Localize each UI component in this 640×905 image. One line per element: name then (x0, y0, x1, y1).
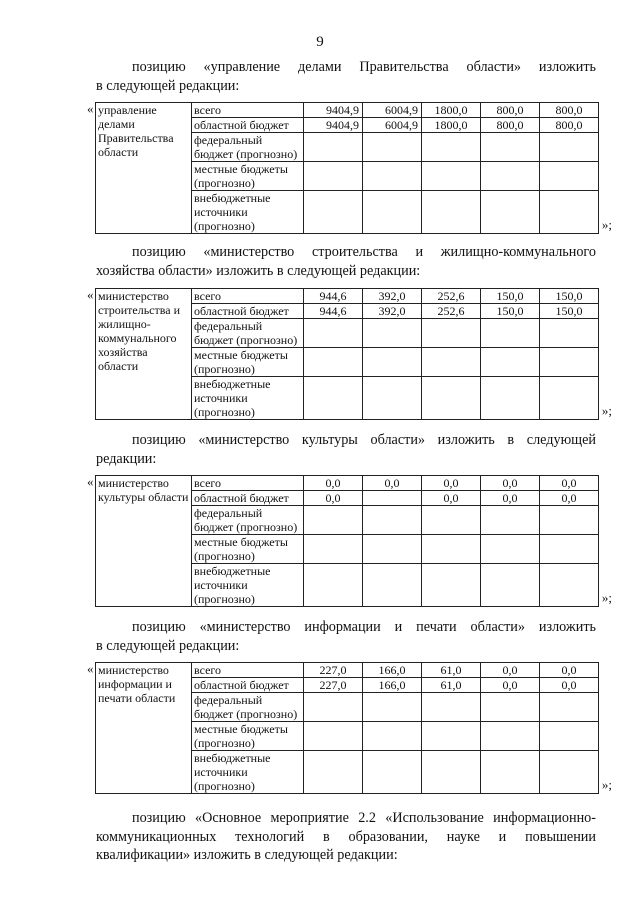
value-cell: 0,0 (304, 491, 363, 506)
table-block (87, 288, 612, 418)
value-cell: 150,0 (540, 289, 599, 304)
value-cell: 0,0 (540, 663, 599, 678)
value-cell: 0,0 (481, 491, 540, 506)
value-cell: 0,0 (481, 663, 540, 678)
quote-open: « (87, 101, 94, 116)
value-cell: 150,0 (481, 289, 540, 304)
quote-open: « (87, 661, 94, 676)
value-cell: 9404,9 (304, 103, 363, 118)
value-cell: 0,0 (540, 678, 599, 693)
paragraph-rest: в следующей редакции: (96, 637, 240, 654)
quote-open: « (87, 287, 94, 302)
quote-open: « (87, 474, 94, 489)
table-block (87, 662, 612, 792)
source-label: местные бюджеты (прогнозно) (192, 348, 304, 377)
value-cell: 800,0 (540, 118, 599, 133)
paragraph-first-line: позицию «министерство культуры области» изложить в следующей (132, 432, 596, 448)
source-label: внебюджетные источники (прогнозно) (192, 191, 304, 234)
value-cell: 1800,0 (422, 118, 481, 133)
source-label: местные бюджеты (прогнозно) (192, 535, 304, 564)
paragraph-first-line: позицию «Основное мероприятие 2.2 «Использование информационно- (132, 810, 596, 826)
value-cell: 252,6 (422, 304, 481, 319)
value-cell (363, 491, 422, 506)
value-cell: 392,0 (363, 304, 422, 319)
value-cell: 150,0 (481, 304, 540, 319)
source-label: внебюджетные источники (прогнозно) (192, 751, 304, 794)
value-cell: 944,6 (304, 289, 363, 304)
page-number: 9 (316, 34, 324, 50)
budget-table (95, 662, 599, 794)
paragraph (96, 809, 596, 865)
source-label: федеральный бюджет (прогнозно) (192, 693, 304, 722)
paragraph (96, 618, 596, 655)
budget-table (95, 288, 599, 420)
value-cell: 1800,0 (422, 103, 481, 118)
source-label: всего (192, 289, 304, 304)
value-cell: 0,0 (363, 476, 422, 491)
source-label: всего (192, 103, 304, 118)
source-label: областной бюджет (192, 118, 304, 133)
value-cell: 9404,9 (304, 118, 363, 133)
table-block (87, 102, 612, 232)
source-label: федеральный бюджет (прогнозно) (192, 506, 304, 535)
source-label: федеральный бюджет (прогнозно) (192, 319, 304, 348)
paragraph-rest: в следующей редакции: (96, 77, 240, 94)
source-label: внебюджетные источники (прогнозно) (192, 564, 304, 607)
paragraph-rest: хозяйства области» изложить в следующей редакции: (96, 262, 421, 279)
value-cell: 227,0 (304, 678, 363, 693)
value-cell: 944,6 (304, 304, 363, 319)
table-block (87, 475, 612, 605)
executor-name: министерство культуры области (96, 476, 192, 607)
value-cell: 166,0 (363, 678, 422, 693)
value-cell: 0,0 (481, 476, 540, 491)
value-cell: 0,0 (540, 491, 599, 506)
value-cell: 800,0 (481, 118, 540, 133)
value-cell: 0,0 (422, 491, 481, 506)
value-cell: 61,0 (422, 678, 481, 693)
quote-close: »; (601, 590, 612, 605)
value-cell: 0,0 (422, 476, 481, 491)
source-label: областной бюджет (192, 678, 304, 693)
value-cell: 61,0 (422, 663, 481, 678)
value-cell: 6004,9 (363, 103, 422, 118)
value-cell: 6004,9 (363, 118, 422, 133)
paragraph-first-line: позицию «управление делами Правительства области» изложить (132, 59, 596, 75)
executor-name: министерство информации и печати области (96, 663, 192, 794)
paragraph (96, 58, 596, 95)
value-cell: 392,0 (363, 289, 422, 304)
paragraph (96, 243, 596, 280)
source-label: всего (192, 663, 304, 678)
source-label: внебюджетные источники (прогнозно) (192, 377, 304, 420)
paragraph (96, 431, 596, 468)
quote-close: »; (601, 217, 612, 232)
quote-close: »; (601, 777, 612, 792)
table-row (96, 289, 599, 304)
value-cell: 166,0 (363, 663, 422, 678)
executor-name: управление делами Правительства области (96, 103, 192, 234)
value-cell: 0,0 (481, 678, 540, 693)
source-label: местные бюджеты (прогнозно) (192, 162, 304, 191)
value-cell: 252,6 (422, 289, 481, 304)
value-cell: 0,0 (540, 476, 599, 491)
paragraph-rest: редакции: (96, 450, 157, 467)
value-cell: 150,0 (540, 304, 599, 319)
budget-table (95, 102, 599, 234)
source-label: федеральный бюджет (прогнозно) (192, 133, 304, 162)
budget-table (95, 475, 599, 607)
table-row (96, 476, 599, 491)
source-label: всего (192, 476, 304, 491)
value-cell: 227,0 (304, 663, 363, 678)
paragraph-first-line: позицию «министерство строительства и жилищно-коммунального (132, 244, 596, 260)
value-cell: 800,0 (481, 103, 540, 118)
paragraph-first-line: позицию «министерство информации и печати области» изложить (132, 619, 596, 635)
value-cell: 800,0 (540, 103, 599, 118)
source-label: областной бюджет (192, 304, 304, 319)
source-label: местные бюджеты (прогнозно) (192, 722, 304, 751)
table-row (96, 103, 599, 118)
paragraph-rest: коммуникационных технологий в образовании, науке и повышении квалификации» изложить в следующей редакции: (96, 828, 596, 863)
value-cell: 0,0 (304, 476, 363, 491)
quote-close: »; (601, 403, 612, 418)
source-label: областной бюджет (192, 491, 304, 506)
table-row (96, 663, 599, 678)
executor-name: министерство строительства и жилищно-коммунального хозяйства области (96, 289, 192, 420)
